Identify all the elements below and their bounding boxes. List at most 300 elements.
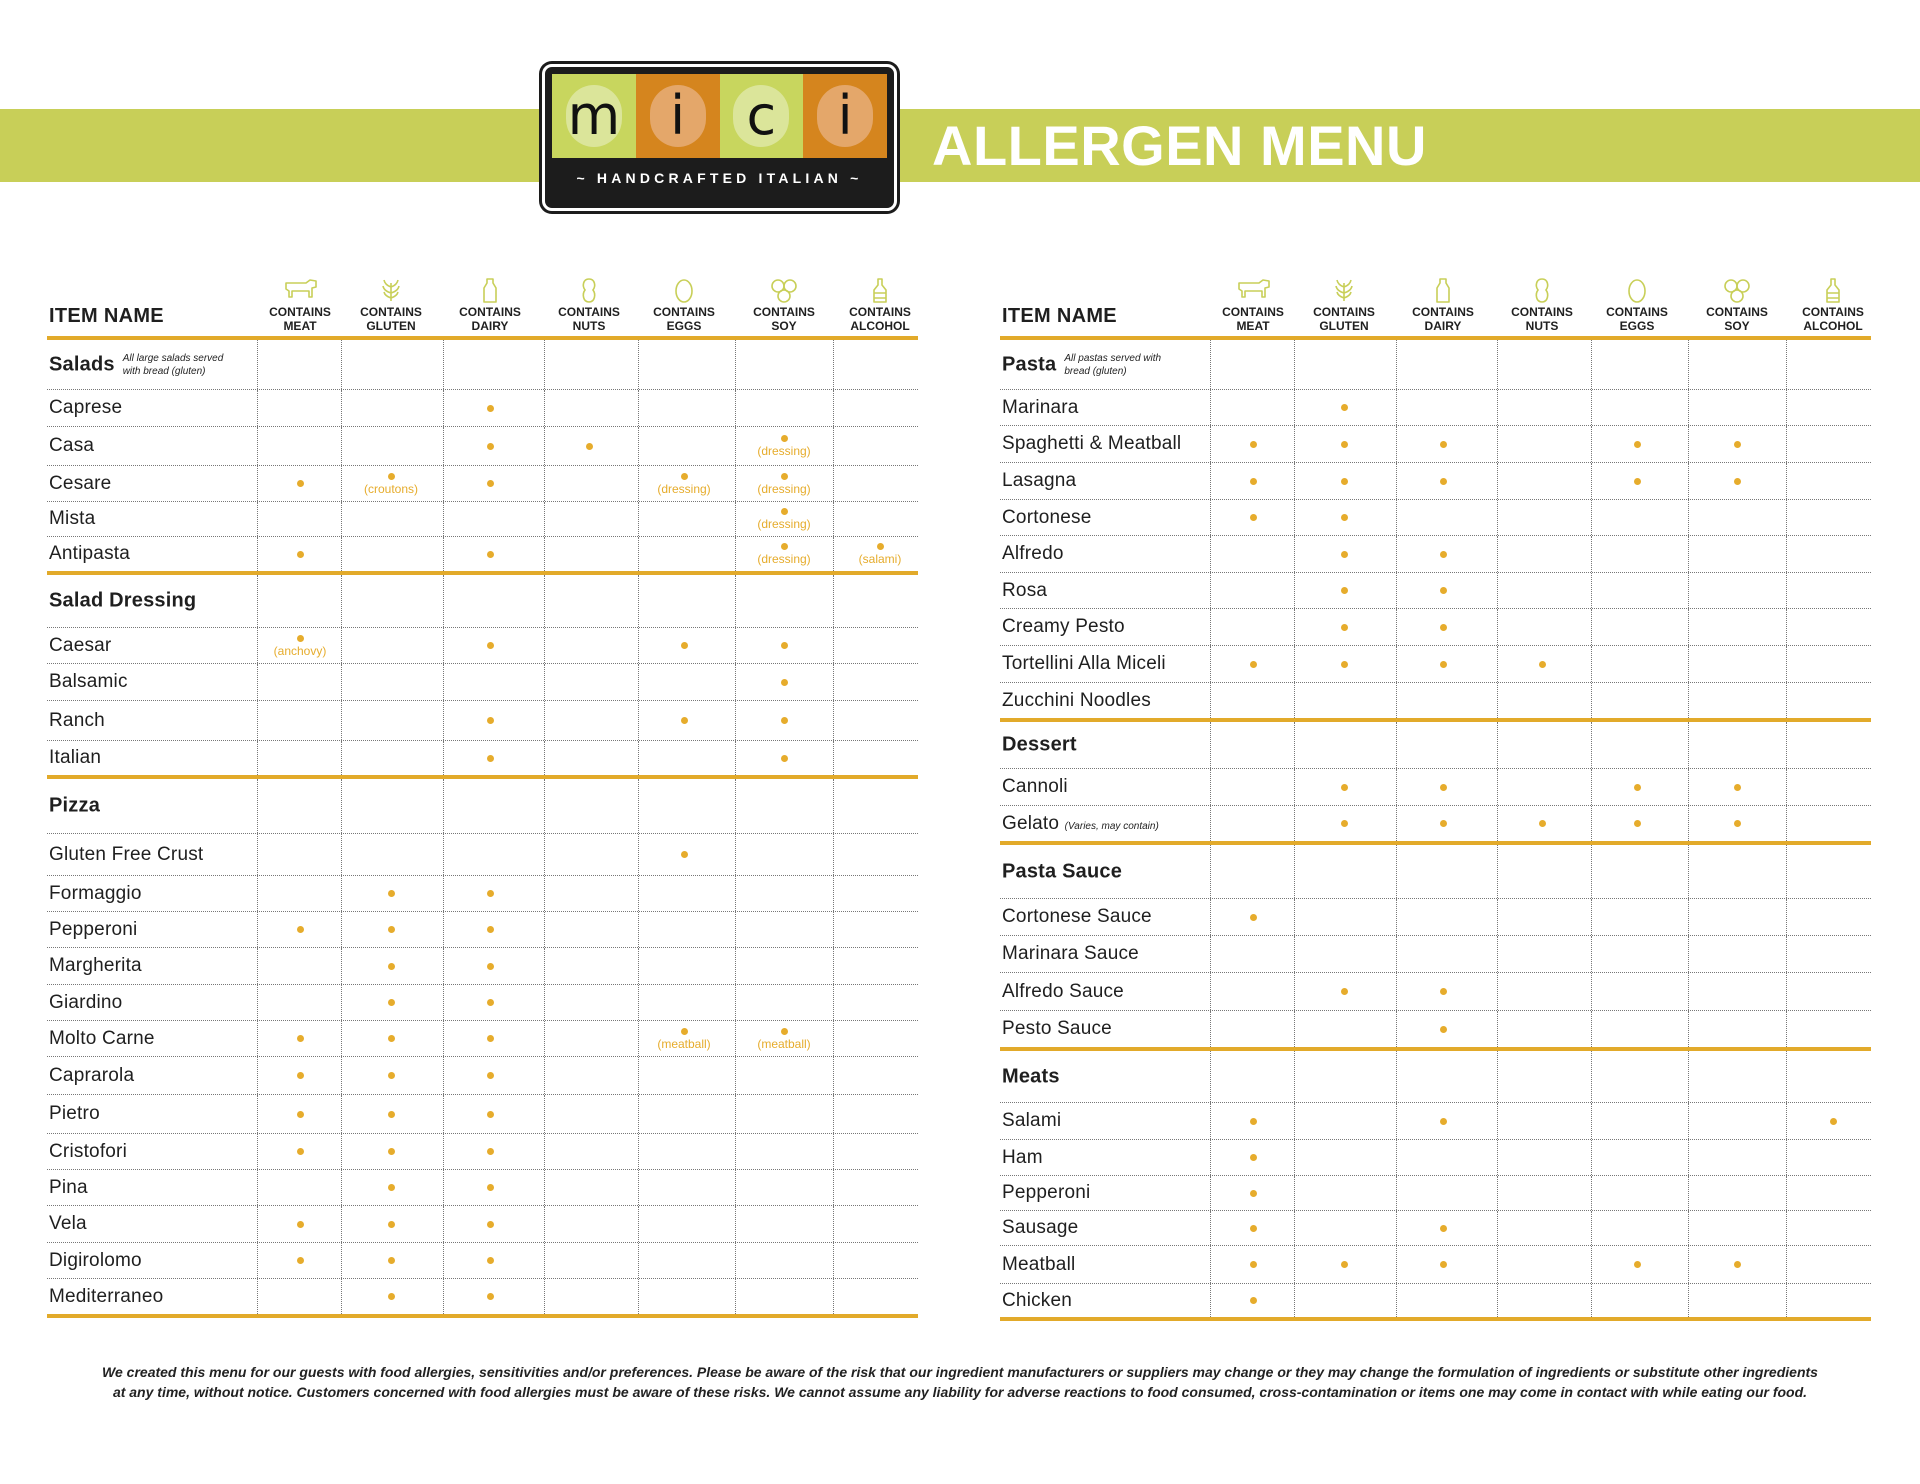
allergen-dot-meat bbox=[297, 1072, 304, 1079]
column-divider bbox=[341, 985, 342, 1020]
menu-item-name bbox=[1002, 1217, 1078, 1239]
menu-item-name bbox=[49, 397, 122, 419]
menu-item-label: Cristofori bbox=[49, 1140, 128, 1162]
column-divider bbox=[638, 466, 639, 501]
menu-item-label: Digirolomo bbox=[49, 1249, 142, 1271]
allergen-dot-nuts bbox=[586, 443, 593, 450]
column-divider bbox=[1210, 683, 1211, 718]
logo-letter: i bbox=[670, 84, 686, 147]
allergen-note: (dressing) bbox=[757, 481, 811, 496]
column-divider bbox=[1396, 390, 1397, 425]
column-divider bbox=[638, 1206, 639, 1242]
column-divider bbox=[1294, 806, 1295, 841]
column-header-eggs bbox=[1592, 277, 1682, 333]
allergen-dot-eggs bbox=[681, 1028, 688, 1035]
column-header-soy bbox=[1692, 277, 1782, 333]
allergen-dot-eggs bbox=[681, 642, 688, 649]
allergen-dot-meat bbox=[1250, 661, 1257, 668]
section-title bbox=[49, 795, 100, 818]
column-divider bbox=[1591, 1011, 1592, 1047]
column-divider bbox=[544, 1206, 545, 1242]
menu-item-row bbox=[1000, 573, 1871, 609]
allergen-note: (anchovy) bbox=[273, 643, 327, 658]
menu-item-row bbox=[47, 876, 918, 912]
column-divider bbox=[638, 575, 639, 627]
menu-item-label: Caprese bbox=[49, 397, 123, 418]
allergen-dot-dairy bbox=[487, 1184, 494, 1191]
column-divider bbox=[1294, 1103, 1295, 1139]
menu-item-row bbox=[1000, 1176, 1871, 1211]
logo-letter-cell bbox=[803, 74, 887, 158]
allergen-dot-gluten bbox=[1341, 404, 1348, 411]
menu-item-name bbox=[49, 1103, 100, 1125]
column-header-gluten bbox=[1299, 277, 1389, 333]
menu-item-name bbox=[49, 1286, 163, 1308]
column-divider bbox=[1396, 1011, 1397, 1047]
column-header-line: CONTAINS bbox=[1222, 305, 1284, 319]
column-header-meat bbox=[255, 277, 345, 333]
column-divider bbox=[1591, 683, 1592, 718]
column-divider bbox=[544, 948, 545, 984]
menu-item-name bbox=[1002, 906, 1152, 928]
column-divider bbox=[544, 1170, 545, 1205]
column-divider bbox=[443, 664, 444, 700]
column-divider bbox=[257, 1243, 258, 1278]
column-divider bbox=[1786, 973, 1787, 1010]
menu-item-name bbox=[49, 883, 142, 905]
column-divider bbox=[1396, 1284, 1397, 1317]
column-divider bbox=[544, 575, 545, 627]
column-divider bbox=[735, 1134, 736, 1169]
column-divider bbox=[1294, 463, 1295, 499]
column-divider bbox=[1591, 340, 1592, 389]
column-divider bbox=[544, 741, 545, 775]
allergen-note: (meatball) bbox=[757, 1036, 811, 1051]
column-divider bbox=[1497, 500, 1498, 535]
column-divider bbox=[257, 1095, 258, 1133]
column-divider bbox=[1210, 536, 1211, 572]
column-header-line: MEAT bbox=[283, 319, 317, 333]
menu-item-name bbox=[49, 710, 105, 732]
menu-item-label: Italian bbox=[49, 747, 102, 768]
column-divider bbox=[1396, 973, 1397, 1010]
column-divider bbox=[257, 912, 258, 947]
menu-item-label: Cannoli bbox=[1002, 776, 1068, 797]
column-divider bbox=[1688, 683, 1689, 718]
allergen-table-left bbox=[47, 272, 918, 1318]
column-divider bbox=[443, 1170, 444, 1205]
column-divider bbox=[443, 628, 444, 663]
column-header-alcohol bbox=[1788, 277, 1878, 333]
column-divider bbox=[1396, 845, 1397, 898]
allergen-dot-nuts bbox=[1539, 661, 1546, 668]
menu-item-label: Mista bbox=[49, 508, 96, 529]
allergen-dot-eggs bbox=[1634, 1261, 1641, 1268]
column-divider bbox=[638, 741, 639, 775]
menu-item-label: Pina bbox=[49, 1176, 88, 1198]
column-divider bbox=[544, 1134, 545, 1169]
column-divider bbox=[1497, 722, 1498, 768]
column-divider bbox=[638, 876, 639, 911]
column-divider bbox=[341, 912, 342, 947]
menu-item-name bbox=[49, 1065, 134, 1087]
menu-item-row bbox=[47, 701, 918, 741]
column-divider bbox=[1294, 1211, 1295, 1245]
menu-item-label: Gluten Free Crust bbox=[49, 843, 204, 865]
column-header-dairy bbox=[445, 277, 535, 333]
menu-item-row bbox=[47, 1243, 918, 1279]
column-divider bbox=[1210, 845, 1211, 898]
column-header-line: MEAT bbox=[1236, 319, 1270, 333]
menu-item-label: Ranch bbox=[49, 709, 105, 731]
allergen-dot-meat bbox=[297, 480, 304, 487]
column-divider bbox=[1497, 936, 1498, 972]
logo-letter: c bbox=[746, 84, 777, 147]
column-divider bbox=[1591, 806, 1592, 841]
column-divider bbox=[1591, 1211, 1592, 1245]
column-divider bbox=[1786, 1176, 1787, 1210]
column-header-line: CONTAINS bbox=[653, 305, 715, 319]
column-divider bbox=[833, 1095, 834, 1133]
column-divider bbox=[257, 876, 258, 911]
column-divider bbox=[544, 1057, 545, 1094]
column-divider bbox=[1294, 500, 1295, 535]
table-header bbox=[1000, 272, 1871, 340]
column-divider bbox=[1396, 573, 1397, 608]
column-divider bbox=[1591, 646, 1592, 682]
column-divider bbox=[638, 948, 639, 984]
menu-item-label: Gelato bbox=[1002, 812, 1060, 834]
column-divider bbox=[1591, 722, 1592, 768]
menu-item-row bbox=[1000, 936, 1871, 973]
section-header-row bbox=[47, 575, 918, 628]
menu-item-name bbox=[1002, 1254, 1075, 1276]
column-divider bbox=[341, 502, 342, 536]
column-divider bbox=[257, 537, 258, 571]
menu-item-name bbox=[1002, 653, 1166, 675]
allergen-dot-meat bbox=[1250, 1118, 1257, 1125]
column-divider bbox=[735, 1206, 736, 1242]
column-header-line: CONTAINS bbox=[1606, 305, 1668, 319]
column-divider bbox=[1591, 1103, 1592, 1139]
column-divider bbox=[1396, 536, 1397, 572]
column-divider bbox=[638, 701, 639, 740]
column-header-line: GLUTEN bbox=[366, 319, 416, 333]
column-divider bbox=[735, 948, 736, 984]
menu-item-row bbox=[47, 1134, 918, 1170]
allergen-dot-soy bbox=[1734, 1261, 1741, 1268]
column-divider bbox=[735, 1057, 736, 1094]
menu-item-name bbox=[49, 543, 130, 565]
column-divider bbox=[1688, 1051, 1689, 1102]
section-title bbox=[1002, 352, 1184, 378]
menu-item-name bbox=[1002, 470, 1076, 492]
column-divider bbox=[1210, 806, 1211, 841]
column-divider bbox=[833, 390, 834, 426]
column-divider bbox=[1688, 426, 1689, 462]
column-header-meat bbox=[1208, 277, 1298, 333]
menu-item-name bbox=[49, 473, 111, 495]
column-divider bbox=[1786, 1011, 1787, 1047]
section-note: All pastas served with bread (gluten) bbox=[1064, 352, 1162, 377]
allergen-dot-dairy bbox=[1440, 1225, 1447, 1232]
column-divider bbox=[1688, 573, 1689, 608]
allergen-dot-gluten bbox=[1341, 988, 1348, 995]
menu-item-row bbox=[47, 912, 918, 948]
column-divider bbox=[638, 1021, 639, 1056]
allergen-dot-alcohol bbox=[1830, 1118, 1837, 1125]
bottle-icon bbox=[1815, 277, 1851, 304]
allergen-dot-gluten bbox=[388, 1111, 395, 1118]
allergen-dot-gluten bbox=[1341, 661, 1348, 668]
column-divider bbox=[1591, 1246, 1592, 1283]
column-divider bbox=[341, 1206, 342, 1242]
column-divider bbox=[833, 1206, 834, 1242]
column-divider bbox=[443, 427, 444, 465]
column-divider bbox=[1497, 1211, 1498, 1245]
menu-item-label: Chicken bbox=[1002, 1289, 1073, 1311]
allergen-dot-dairy bbox=[1440, 988, 1447, 995]
logo-letter-cell bbox=[720, 74, 804, 158]
column-divider bbox=[1210, 899, 1211, 935]
menu-item-row bbox=[1000, 500, 1871, 536]
disclaimer-line: at any time, without notice. Customers concerned with food allergies must be aware of these risks. We cannot assume any liability for adverse reactions to food consumed, cross-contamination or items one may come in contact with while eating our food. bbox=[112, 1384, 1808, 1400]
column-divider bbox=[1396, 1140, 1397, 1175]
menu-item-name bbox=[49, 671, 128, 693]
column-divider bbox=[1396, 769, 1397, 805]
column-divider bbox=[1497, 1246, 1498, 1283]
menu-item-name bbox=[49, 992, 122, 1014]
menu-item-name bbox=[49, 955, 142, 977]
column-header-line: CONTAINS bbox=[1706, 305, 1768, 319]
column-divider bbox=[735, 1021, 736, 1056]
allergen-dot-gluten bbox=[388, 963, 395, 970]
column-header-eggs bbox=[639, 277, 729, 333]
cow-icon bbox=[1235, 277, 1271, 304]
column-divider bbox=[544, 1279, 545, 1314]
column-divider bbox=[833, 628, 834, 663]
column-header-line: ALCOHOL bbox=[850, 319, 910, 333]
menu-item-label: Mediterraneo bbox=[49, 1285, 164, 1307]
column-header-line: CONTAINS bbox=[269, 305, 331, 319]
allergen-dot-meat bbox=[297, 1257, 304, 1264]
soybeans-icon bbox=[766, 277, 802, 304]
column-header-line: NUTS bbox=[572, 319, 606, 333]
allergen-note: (dressing) bbox=[757, 552, 811, 566]
allergen-dot-dairy bbox=[1440, 820, 1447, 827]
column-divider bbox=[443, 537, 444, 571]
allergen-note: (dressing) bbox=[657, 481, 711, 496]
column-divider bbox=[1688, 936, 1689, 972]
column-divider bbox=[1294, 1051, 1295, 1102]
allergen-dot-dairy bbox=[487, 1257, 494, 1264]
allergen-dot-dairy bbox=[487, 1072, 494, 1079]
menu-item-row bbox=[47, 834, 918, 876]
column-divider bbox=[735, 912, 736, 947]
column-divider bbox=[735, 1279, 736, 1314]
column-divider bbox=[638, 537, 639, 571]
column-divider bbox=[1591, 973, 1592, 1010]
logo-tagline: ~ HANDCRAFTED ITALIAN ~ bbox=[576, 170, 863, 186]
column-divider bbox=[735, 1170, 736, 1205]
column-header-dairy bbox=[1398, 277, 1488, 333]
column-divider bbox=[1497, 1011, 1498, 1047]
menu-item-row bbox=[47, 741, 918, 779]
column-divider bbox=[544, 628, 545, 663]
column-divider bbox=[1786, 1211, 1787, 1245]
menu-item-label: Antipasta bbox=[49, 543, 131, 564]
column-divider bbox=[1688, 609, 1689, 645]
column-divider bbox=[1688, 1176, 1689, 1210]
menu-item-row bbox=[1000, 536, 1871, 573]
menu-item-name bbox=[1002, 690, 1151, 712]
column-divider bbox=[1786, 845, 1787, 898]
column-divider bbox=[1688, 1246, 1689, 1283]
allergen-dot-dairy bbox=[1440, 551, 1447, 558]
column-divider bbox=[1294, 683, 1295, 718]
column-divider bbox=[257, 502, 258, 536]
allergen-dot-eggs bbox=[1634, 784, 1641, 791]
menu-item-label: Ham bbox=[1002, 1146, 1043, 1168]
column-divider bbox=[638, 502, 639, 536]
menu-item-label: Marinara Sauce bbox=[1002, 943, 1139, 964]
allergen-dot-soy bbox=[781, 435, 788, 442]
column-divider bbox=[443, 948, 444, 984]
column-divider bbox=[1688, 973, 1689, 1010]
menu-item-label: Zucchini Noodles bbox=[1002, 689, 1151, 711]
column-divider bbox=[1786, 463, 1787, 499]
column-divider bbox=[1396, 683, 1397, 718]
menu-item-label: Sausage bbox=[1002, 1217, 1079, 1238]
allergen-dot-soy bbox=[781, 717, 788, 724]
allergen-dot-dairy bbox=[487, 717, 494, 724]
column-divider bbox=[341, 390, 342, 426]
column-divider bbox=[1688, 722, 1689, 768]
menu-item-row bbox=[1000, 390, 1871, 426]
column-divider bbox=[1294, 426, 1295, 462]
allergen-dot-gluten bbox=[1341, 624, 1348, 631]
menu-item-label: Casa bbox=[49, 435, 95, 456]
allergen-note: (meatball) bbox=[657, 1036, 711, 1051]
allergen-dot-dairy bbox=[1440, 1261, 1447, 1268]
column-divider bbox=[1210, 936, 1211, 972]
menu-item-label: Alfredo bbox=[1002, 543, 1064, 564]
column-divider bbox=[638, 340, 639, 389]
column-divider bbox=[1688, 463, 1689, 499]
menu-item-label: Pepperoni bbox=[49, 918, 138, 940]
menu-item-row bbox=[1000, 899, 1871, 936]
column-divider bbox=[1294, 573, 1295, 608]
column-divider bbox=[1786, 1103, 1787, 1139]
column-header-nuts bbox=[1497, 277, 1587, 333]
disclaimer-line: We created this menu for our guests with food allergies, sensitivities and/or preferences. Please be aware of the risk that our ingredient manufacturers or suppliers may change or they may change the formulation of ingredients or substitute other ingredients bbox=[102, 1364, 1818, 1380]
allergen-dot-gluten bbox=[388, 1035, 395, 1042]
column-divider bbox=[735, 340, 736, 389]
column-divider bbox=[544, 466, 545, 501]
column-divider bbox=[1497, 390, 1498, 425]
column-divider bbox=[1591, 1284, 1592, 1317]
section-name: Pasta bbox=[1002, 352, 1057, 375]
column-divider bbox=[1396, 1176, 1397, 1210]
allergen-note: (croutons) bbox=[363, 481, 419, 496]
allergen-dot-gluten bbox=[388, 1257, 395, 1264]
column-divider bbox=[1497, 1284, 1498, 1317]
column-divider bbox=[638, 1095, 639, 1133]
column-divider bbox=[1396, 936, 1397, 972]
peanut-icon bbox=[1524, 277, 1560, 304]
menu-item-row bbox=[1000, 646, 1871, 683]
menu-item-row bbox=[47, 427, 918, 466]
column-header-line: CONTAINS bbox=[1511, 305, 1573, 319]
column-divider bbox=[1497, 769, 1498, 805]
column-divider bbox=[1786, 722, 1787, 768]
menu-item-name bbox=[49, 1141, 127, 1163]
allergen-dot-soy bbox=[781, 508, 788, 515]
column-divider bbox=[341, 1279, 342, 1314]
column-divider bbox=[544, 834, 545, 875]
section-name: Pasta Sauce bbox=[1002, 860, 1123, 882]
column-divider bbox=[257, 427, 258, 465]
section-title bbox=[49, 352, 243, 378]
column-header-line: CONTAINS bbox=[360, 305, 422, 319]
column-divider bbox=[833, 1021, 834, 1056]
column-divider bbox=[1591, 536, 1592, 572]
allergen-dot-meat bbox=[297, 926, 304, 933]
column-header-line: CONTAINS bbox=[1313, 305, 1375, 319]
column-divider bbox=[638, 628, 639, 663]
allergen-dot-dairy bbox=[487, 999, 494, 1006]
column-divider bbox=[833, 948, 834, 984]
column-divider bbox=[1497, 426, 1498, 462]
column-divider bbox=[1591, 845, 1592, 898]
menu-item-row bbox=[1000, 1284, 1871, 1321]
column-divider bbox=[1786, 806, 1787, 841]
column-divider bbox=[638, 1243, 639, 1278]
table-header bbox=[47, 272, 918, 340]
menu-item-name bbox=[49, 919, 137, 941]
column-divider bbox=[257, 340, 258, 389]
column-divider bbox=[257, 1206, 258, 1242]
column-divider bbox=[833, 427, 834, 465]
menu-item-row bbox=[47, 390, 918, 427]
column-divider bbox=[1497, 683, 1498, 718]
column-divider bbox=[1786, 1140, 1787, 1175]
allergen-dot-gluten bbox=[1341, 478, 1348, 485]
restaurant-logo bbox=[542, 64, 897, 211]
column-divider bbox=[1294, 1246, 1295, 1283]
column-divider bbox=[1497, 1140, 1498, 1175]
section-name: Salad Dressing bbox=[49, 589, 197, 612]
soybeans-icon bbox=[1719, 277, 1755, 304]
section-title bbox=[1002, 1065, 1060, 1088]
allergen-dot-gluten bbox=[388, 926, 395, 933]
menu-item-name bbox=[49, 508, 95, 530]
column-header-line: CONTAINS bbox=[1412, 305, 1474, 319]
logo-letters bbox=[552, 74, 887, 158]
column-divider bbox=[1591, 609, 1592, 645]
menu-item-label: Alfredo Sauce bbox=[1002, 980, 1124, 1002]
menu-item-label: Tortellini Alla Miceli bbox=[1002, 653, 1166, 674]
column-header-line: CONTAINS bbox=[558, 305, 620, 319]
column-divider bbox=[1294, 1140, 1295, 1175]
menu-item-label: Balsamic bbox=[49, 671, 128, 692]
column-divider bbox=[833, 985, 834, 1020]
column-divider bbox=[1497, 845, 1498, 898]
column-divider bbox=[735, 502, 736, 536]
column-divider bbox=[1688, 806, 1689, 841]
milk-bottle-icon bbox=[1425, 277, 1461, 304]
column-divider bbox=[735, 779, 736, 833]
